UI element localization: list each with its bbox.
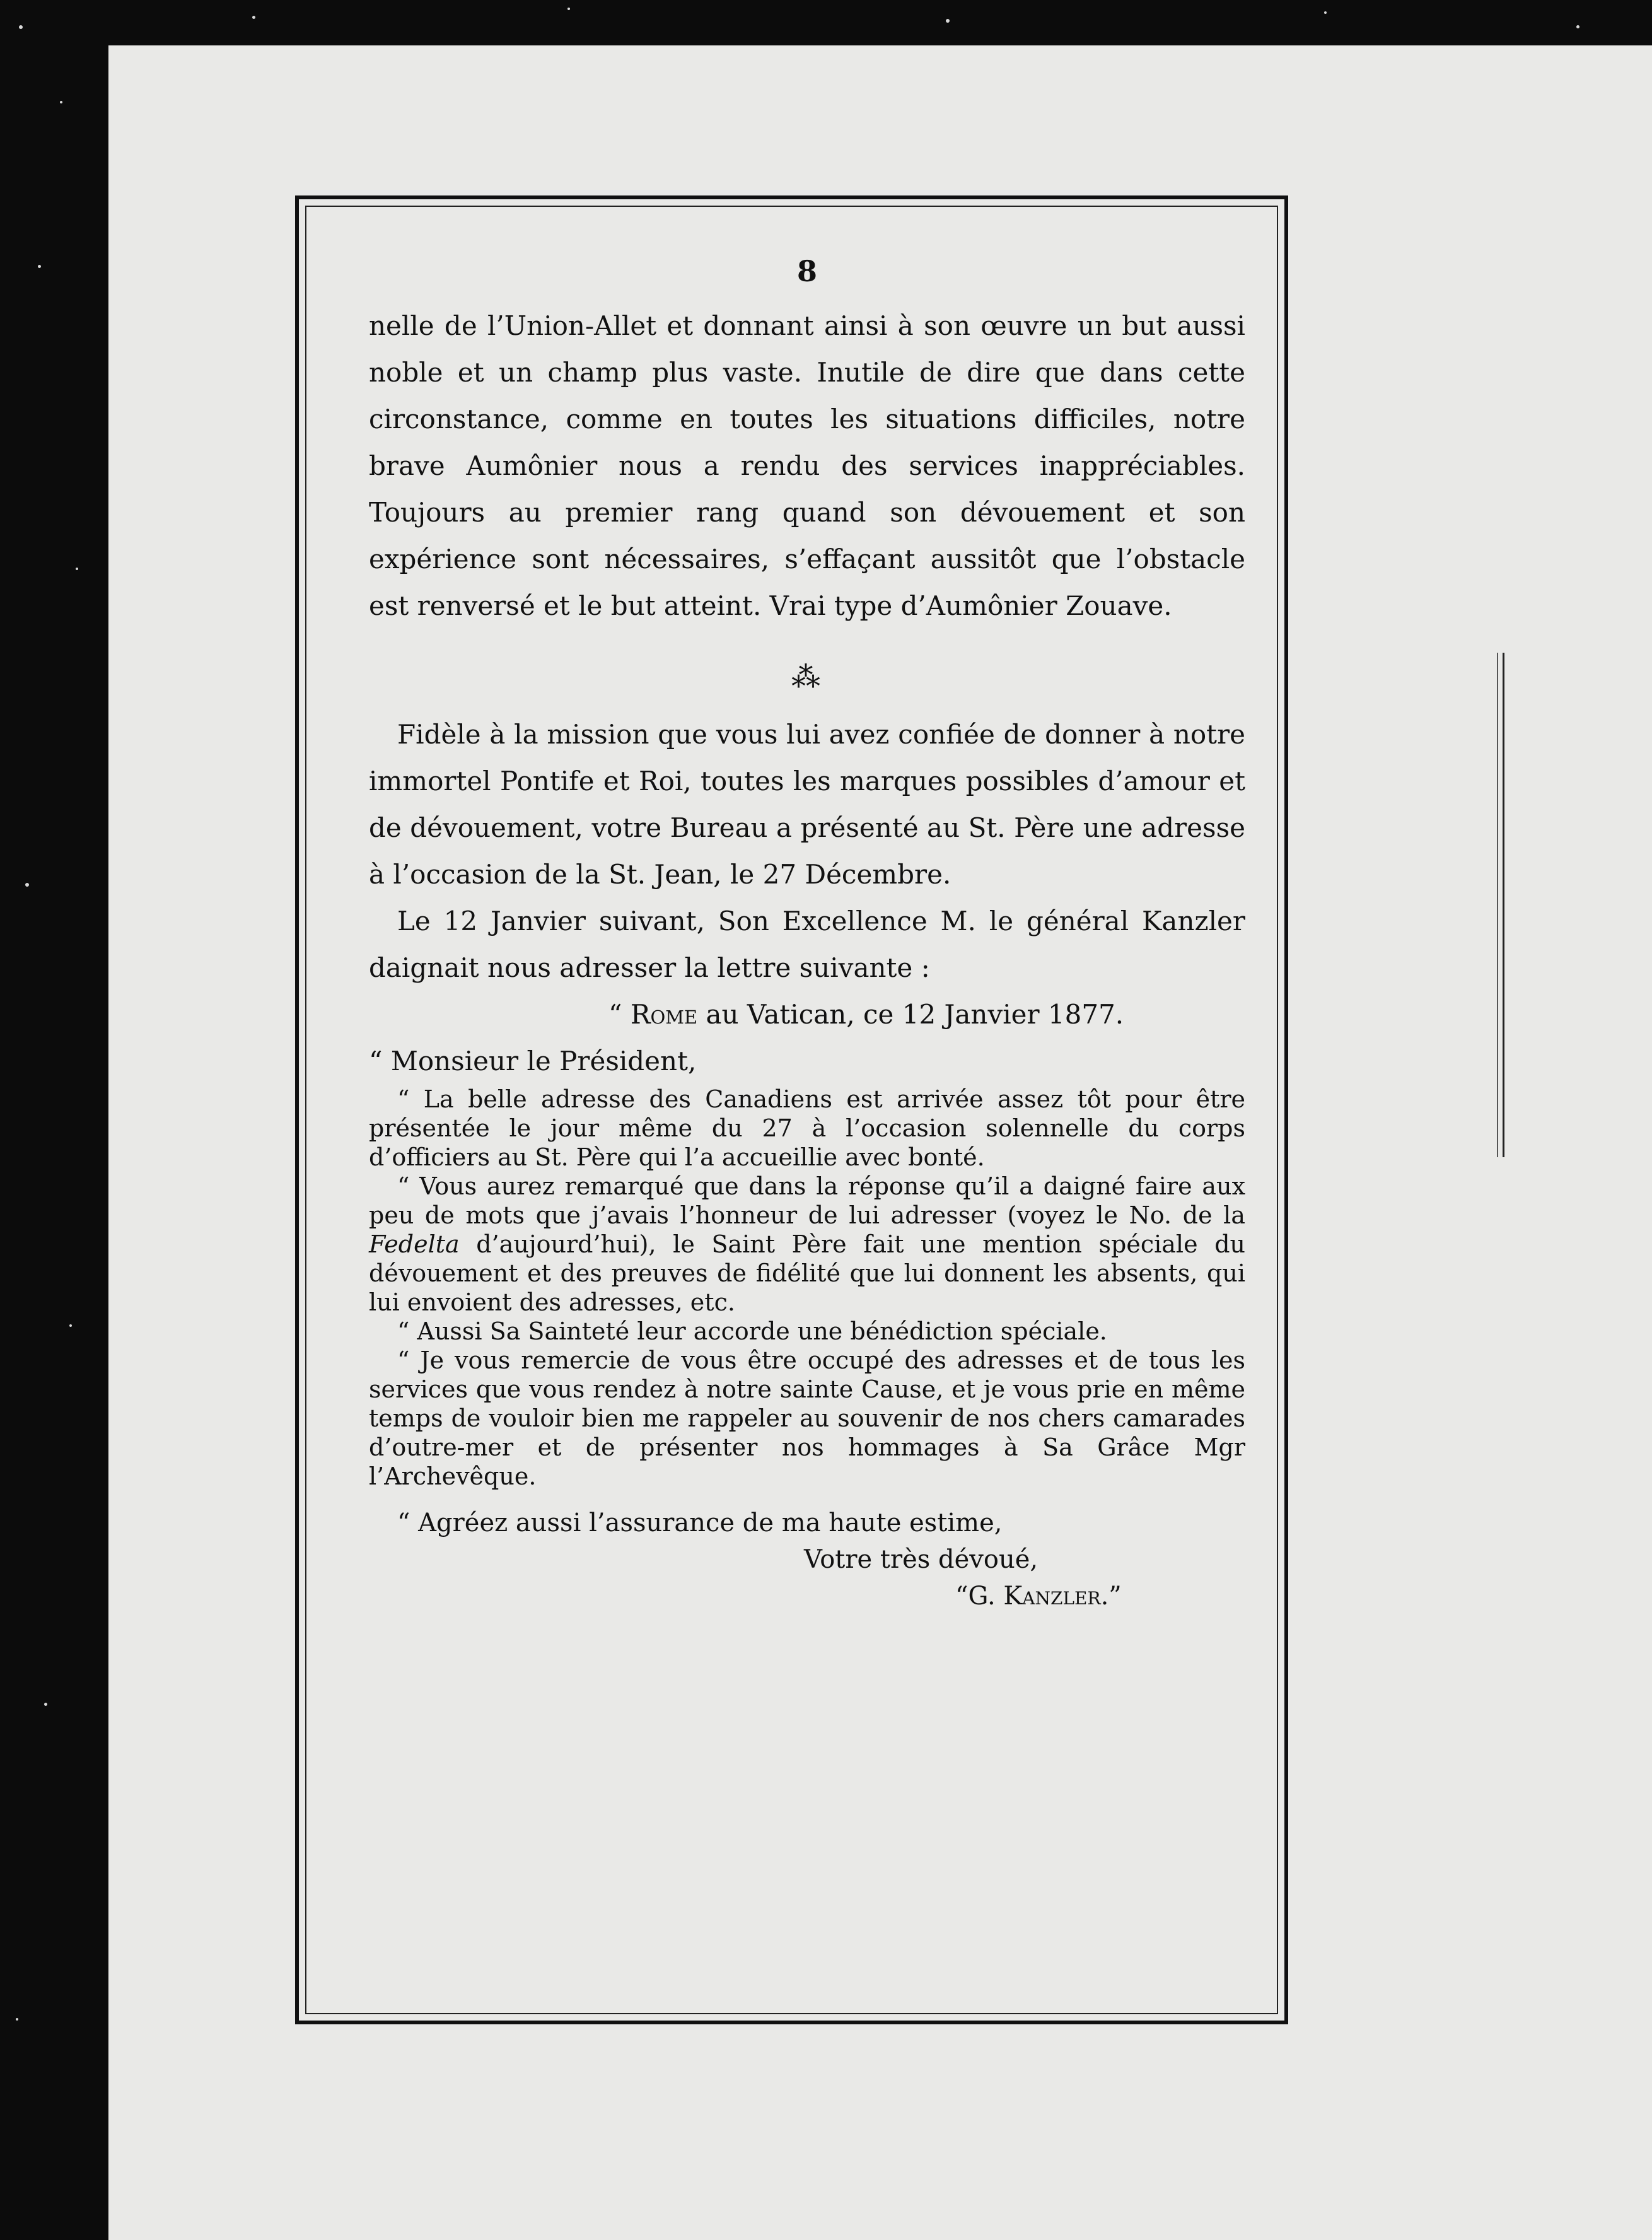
speck (1576, 25, 1579, 28)
letter-closing: “ Agréez aussi l’assurance de ma haute estime, (397, 1508, 1003, 1537)
newspaper-title: Fedelta (369, 1230, 460, 1258)
letter-devoted: Votre très dévoué, (804, 1545, 1038, 1574)
paragraph-mission: Fidèle à la mission que vous lui avez confiée de donner à notre immortel Pontife et Roi, toutes les marques possibles d’amour et de dévouement, votre Bureau a présenté au St. Père une adresse à l’occasion de la St. Jean, le 27 Décembre. (369, 719, 1245, 890)
speck (1324, 11, 1327, 14)
speck (76, 568, 78, 570)
letter-paragraph-4: “ Je vous remercie de vous être occupé des adresses et de tous les services que vous rendez à notre sainte Cause, et je vous prie en même temps de vouloir bien me rappeler au souvenir de nos chers camarades d’outre-mer et de présenter nos hommages à Sa Grâce Mgr l’Archevêque. (369, 1346, 1245, 1490)
speck (252, 16, 255, 19)
speck (946, 19, 950, 23)
letter-paragraph-2 (369, 1172, 1245, 1317)
speck (567, 8, 570, 10)
letter-signature (369, 1578, 1245, 1614)
speck (19, 25, 23, 29)
page-content (369, 252, 1245, 1993)
speck (69, 1324, 72, 1327)
signature-suffix: .” (1100, 1582, 1122, 1611)
letter-dateline (369, 991, 1245, 1038)
speck (60, 101, 62, 103)
letter-salutation: “ Monsieur le Président, (369, 1046, 697, 1076)
dateline-city: Rome (630, 999, 698, 1030)
speck (38, 265, 41, 268)
letter-paragraph-1: “ La belle adresse des Canadiens est arrivée assez tôt pour être présentée le jour même du 27 à l’occasion solennelle du corps d’officiers au St. Père qui l’a accueillie avec bonté. (369, 1085, 1245, 1171)
signature-prefix: “G. (955, 1582, 1004, 1611)
speck (25, 883, 29, 887)
section-separator: ⁂ (791, 660, 823, 694)
page-number: 8 (796, 254, 817, 288)
paragraph-aumonier: nelle de l’Union-Allet et donnant ainsi à son œuvre un but aussi noble et un champ plus vaste. Inutile de dire que dans cette circonstance, comme en toutes les situations difficiles, notre brave Aumônier nous a rendu des services inappréciables. Toujours au premier rang quand son dévouement et son expérience sont nécessaires, s’effaçant aussitôt que l’obstacle est renversé et le but atteint. Vrai type d’Aumônier Zouave. (369, 310, 1245, 621)
binding-mark-shadow (1497, 653, 1498, 1157)
letter-p2-text-b: d’aujourd’hui), le Saint Père fait une mention spéciale du dévouement et des preuves de fidélité que lui donnent les absents, qui lui envoient des adresses, etc. (369, 1230, 1245, 1316)
binding-mark (1503, 653, 1504, 1157)
dateline-quote: “ (608, 999, 631, 1030)
speck (44, 1703, 47, 1706)
signature-name: Kanzler (1003, 1582, 1101, 1611)
speck (16, 2018, 18, 2021)
letter-p2-text-a: “ Vous aurez remarqué que dans la réponse qu’il a daigné faire aux peu de mots que j’avais l’honneur de lui adresser (voyez le No. de la (369, 1172, 1245, 1229)
letter-paragraph-3: “ Aussi Sa Sainteté leur accorde une bénédiction spéciale. (397, 1317, 1107, 1345)
dateline-rest: au Vatican, ce 12 Janvier 1877. (697, 999, 1124, 1030)
paragraph-kanzler-intro: Le 12 Janvier suivant, Son Excellence M. le général Kanzler daignait nous adresser la lettre suivante : (369, 906, 1245, 983)
